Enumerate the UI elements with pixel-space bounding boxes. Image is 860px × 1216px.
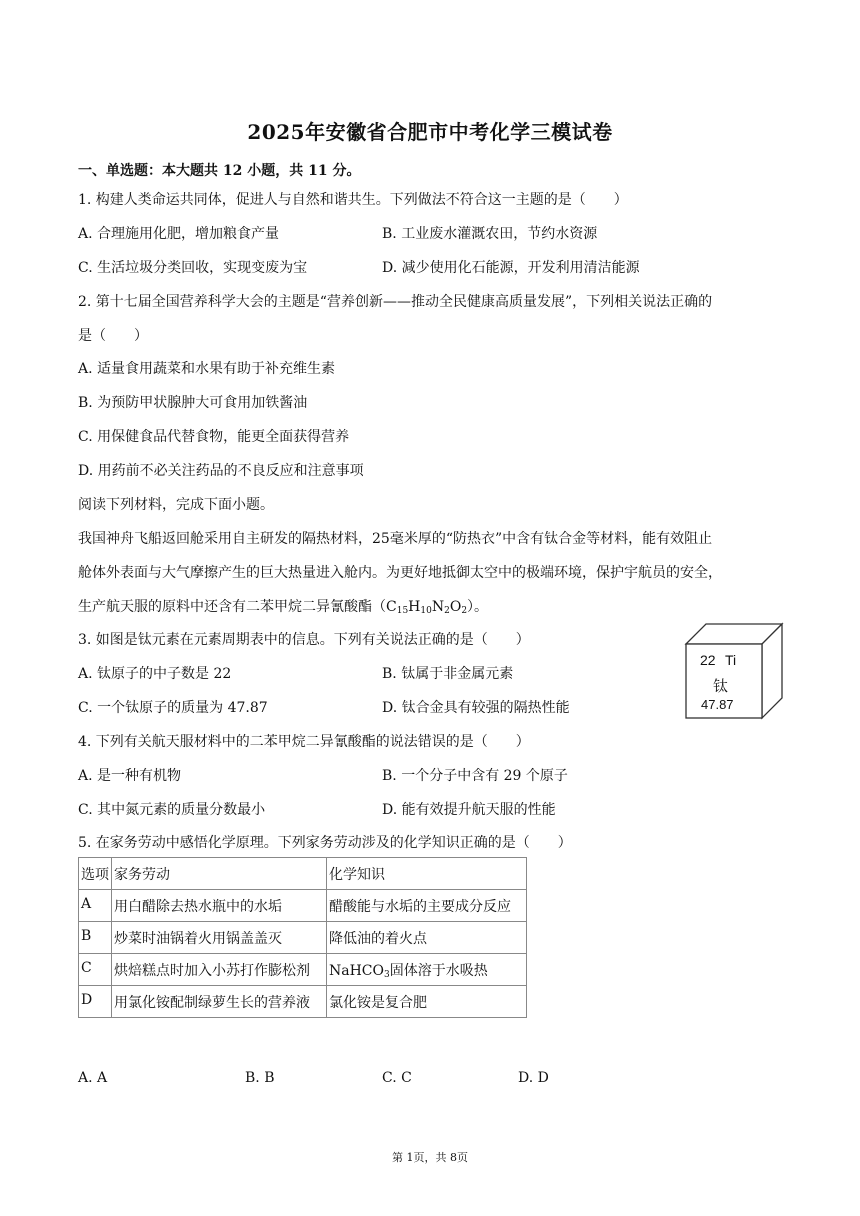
q2-stem-line2: 是（ ） [78,328,148,344]
row-knowledge: 降低油的着火点 [327,922,527,954]
q3-option-a: A. 钛原子的中子数是 22 [78,666,232,682]
row-knowledge: NaHCO$_3$固体溶于水吸热 [327,954,527,986]
element-atomic-mass: 47.87 [701,697,734,712]
q2-option-c: C. 用保健食品代替食物，能更全面获得营养 [78,429,350,445]
titanium-element-cell [684,622,784,720]
q5-option-b: B. B [245,1070,275,1086]
q4-option-c: C. 其中氮元素的质量分数最小 [78,802,266,818]
header-option: 选项 [79,858,112,890]
reading-paragraph-line2: 舱体外表面与大气摩擦产生的巨大热量进入舱内。为更好地抵御太空中的极端环境，保护宇航员的安全， [78,565,722,581]
q3-option-c: C. 一个钛原子的质量为 47.87 [78,700,268,716]
header-housework: 家务劳动 [112,858,327,890]
q1-option-b: B. 工业废水灌溉农田，节约水资源 [382,226,598,242]
element-atomic-number: 22 [700,652,716,668]
q2-stem-line1: 2. 第十七届全国营养科学大会的主题是“营养创新——推动全民健康高质量发展”，下列相关说法正确的 [78,294,713,310]
q4-option-b: B. 一个分子中含有 29 个原子 [382,768,568,784]
q1-option-a: A. 合理施用化肥，增加粮食产量 [78,226,280,242]
header-chem-knowledge: 化学知识 [327,858,527,890]
element-symbol: Ti [725,652,737,668]
element-name: 钛 [713,677,729,695]
row-housework: 烘焙糕点时加入小苏打作膨松剂 [112,954,327,986]
q3-option-b: B. 钛属于非金属元素 [382,666,514,682]
q1-option-c: C. 生活垃圾分类回收，实现变废为宝 [78,260,308,276]
reading-intro: 阅读下列材料，完成下面小题。 [78,497,274,513]
q3-option-d: D. 钛合金具有较强的隔热性能 [382,700,570,716]
table-row [79,986,527,1018]
reading-paragraph-line3: 生产航天服的原料中还含有二苯甲烷二异氰酸酯$(C_{15}H_{10}N_2O_2)$。 [78,599,489,616]
row-knowledge: 醋酸能与水垢的主要成分反应 [327,890,527,922]
row-housework: 炒菜时油锅着火用锅盖盖灭 [112,922,327,954]
table-row [79,890,527,922]
q5-table [78,857,527,1018]
row-housework: 用白醋除去热水瓶中的水垢 [112,890,327,922]
q4-stem: 4. 下列有关航天服材料中的二苯甲烷二异氰酸酯的说法错误的是（ ） [78,734,530,750]
q4-option-d: D. 能有效提升航天服的性能 [382,802,556,818]
q2-option-b: B. 为预防甲状腺肿大可食用加铁酱油 [78,395,308,411]
row-knowledge: 氯化铵是复合肥 [327,986,527,1018]
q5-option-d: D. D [518,1070,549,1086]
page-footer: 第 1页，共 8页 [392,1151,468,1164]
q4-option-a: A. 是一种有机物 [78,768,182,784]
table-row [79,954,527,986]
element-cube-drawing [684,622,784,720]
row-option: C [79,954,112,986]
q3-stem: 3. 如图是钛元素在元素周期表中的信息。下列有关说法正确的是（ ） [78,632,530,648]
page-title: 2025年安徽省合肥市中考化学三模试卷 [247,120,613,144]
row-housework: 用氯化铵配制绿萝生长的营养液 [112,986,327,1018]
table-row [79,922,527,954]
q2-option-d: D. 用药前不必关注药品的不良反应和注意事项 [78,463,364,479]
row-option: D [79,986,112,1018]
section-heading: 一、单选题：本大题共 12 小题，共 11 分。 [78,163,361,179]
q5-option-a: A. A [78,1070,108,1086]
q1-stem: 1. 构建人类命运共同体，促进人与自然和谐共生。下列做法不符合这一主题的是（ ） [78,192,628,208]
q5-option-c: C. C [382,1070,412,1086]
table-header-row [79,858,527,890]
q1-option-d: D. 减少使用化石能源，开发利用清洁能源 [382,260,640,276]
reading-paragraph-line1: 我国神舟飞船返回舱采用自主研发的隔热材料，25毫米厚的“防热衣”中含有钛合金等材料，能有效阻止 [78,531,713,547]
row-option: A [79,890,112,922]
row-option: B [79,922,112,954]
q5-stem: 5. 在家务劳动中感悟化学原理。下列家务劳动涉及的化学知识正确的是（ ） [78,835,572,851]
q2-option-a: A. 适量食用蔬菜和水果有助于补充维生素 [78,361,336,377]
